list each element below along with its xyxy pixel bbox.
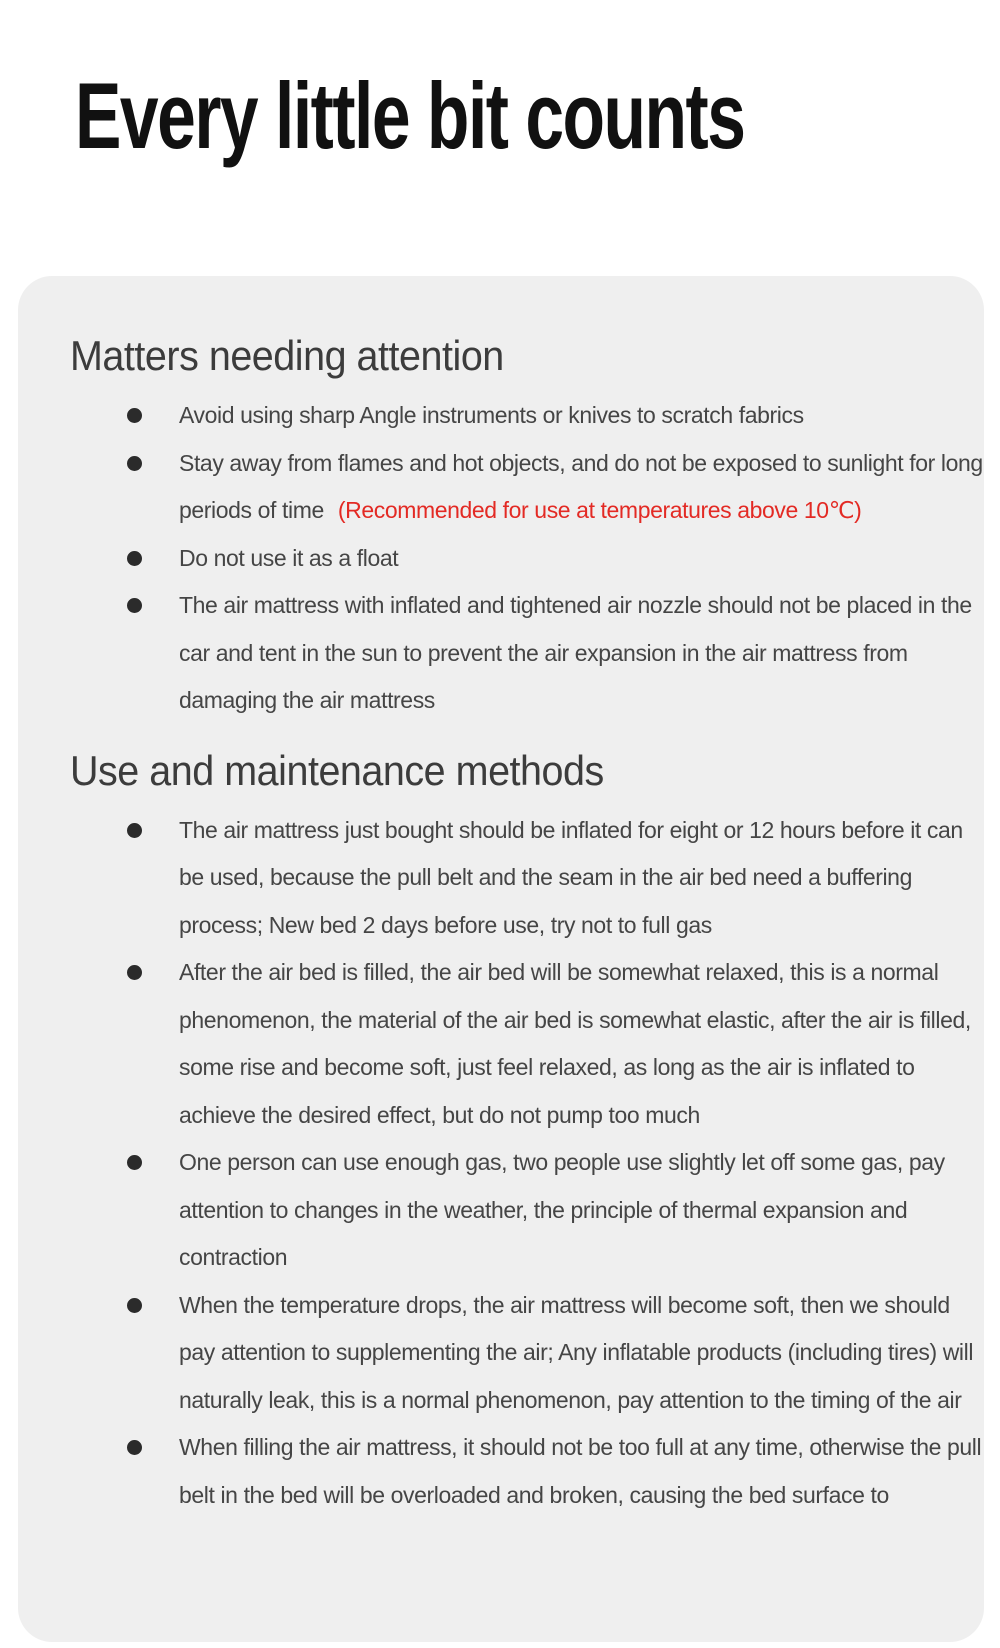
list-item-text: The air mattress with inflated and tightened air nozzle should not be placed in the car and tent in the sun to prevent the air expansion in the air mattress from damaging the air mattress [179, 592, 972, 713]
list-item [70, 949, 984, 1139]
list-item-text: One person can use enough gas, two people use slightly let off some gas, pay attention to changes in the weather, the principle of thermal expansion and contraction [179, 1149, 945, 1270]
section-matters-needing-attention [70, 332, 984, 725]
list-item [70, 1139, 984, 1282]
list-item [70, 392, 984, 440]
bullet-icon [127, 1440, 142, 1455]
section-use-and-maintenance [70, 747, 984, 1520]
highlight-text: (Recommended for use at temperatures above 10℃) [337, 497, 862, 523]
bullet-icon [127, 1298, 142, 1313]
list-item-text: The air mattress just bought should be inflated for eight or 12 hours before it can be used, because the pull belt and the seam in the air bed need a buffering process; New bed 2 days before use, try not to full gas [179, 816, 963, 938]
list-item-text: When filling the air mattress, it should not be too full at any time, otherwise the pull belt in the bed will be overloaded and broken, causing the bed surface to [179, 1434, 982, 1508]
list-item [70, 535, 984, 583]
bullet-icon [127, 551, 142, 566]
list-item [70, 807, 984, 950]
list-item [70, 1424, 984, 1519]
list-item-text: After the air bed is filled, the air bed will be somewhat relaxed, this is a normal phenomenon, the material of the air bed is somewhat elastic, after the air is filled, some rise and become soft, just feel relaxed, as long as the air is inflated to achieve the desired effect, but do not pump too much [179, 959, 971, 1128]
list-item [70, 440, 984, 535]
list-item [70, 582, 984, 725]
info-card [18, 276, 984, 1642]
list-item-text: Stay away from flames and hot objects, and do not be exposed to sunlight for long periods of time (Recommended for use at temperatures above 10℃) [179, 449, 983, 523]
bullet-icon [127, 1155, 142, 1170]
section-title: Use and maintenance methods [70, 746, 604, 794]
bullet-icon [127, 823, 142, 838]
bullet-icon [127, 965, 142, 980]
list-item-text: Do not use it as a float [179, 544, 399, 571]
list-item-text: When the temperature drops, the air mattress will become soft, then we should pay attention to supplementing the air; Any inflatable products (including tires) will naturally leak, this is a normal phenomenon, pay attention to the timing of the air [179, 1291, 974, 1413]
bullet-icon [127, 408, 142, 423]
list-item [70, 1282, 984, 1425]
list-item-text: Avoid using sharp Angle instruments or knives to scratch fabrics [179, 402, 804, 428]
bullet-icon [127, 598, 142, 613]
section-title: Matters needing attention [70, 332, 504, 379]
bullet-list [70, 392, 984, 725]
page-title: Every little bit counts [75, 63, 745, 168]
bullet-list [70, 807, 984, 1520]
bullet-icon [127, 456, 142, 471]
